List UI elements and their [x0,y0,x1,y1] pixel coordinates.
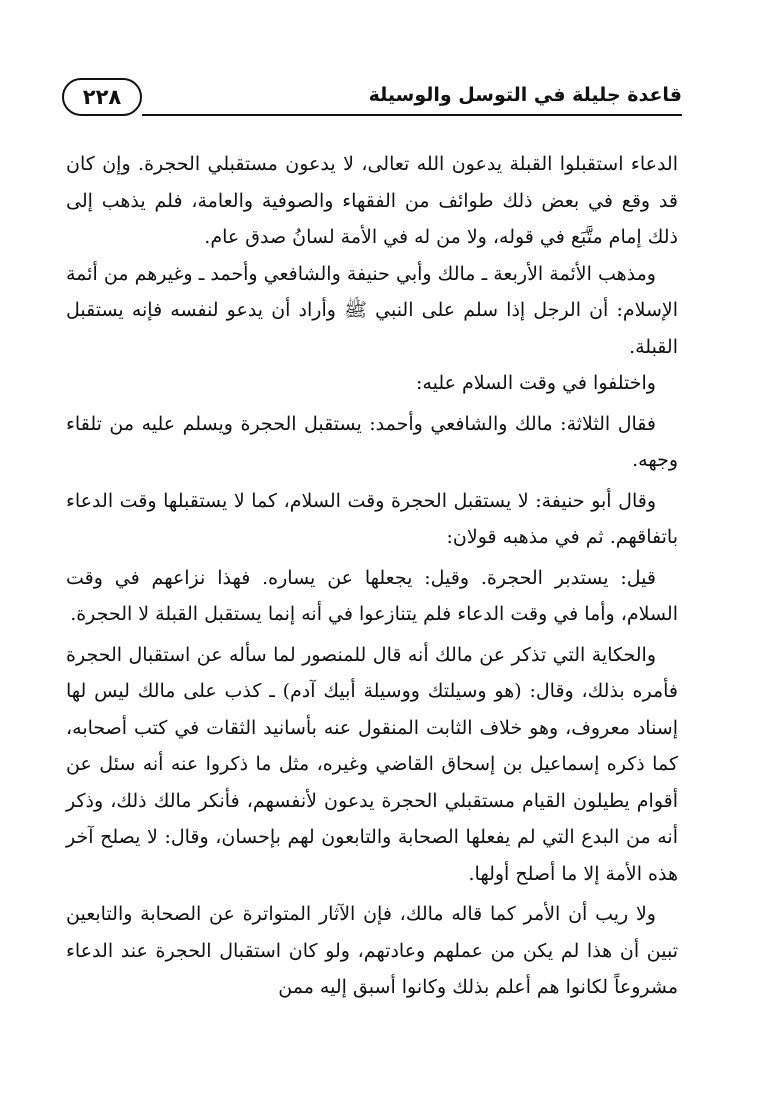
paragraph-6: قيل: يستدبر الحجرة. وقيل: يجعلها عن يساره. فهذا نزاعهم في وقت السلام، وأما في وقت الدعاء فلم يتنازعوا في أنه إنما يستقبل القبلة لا الحجرة. [66,566,678,625]
page-body [66,146,678,1006]
paragraph-8: ولا ريب أن الأمر كما قاله مالك، فإن الآثار المتواترة عن الصحابة والتابعين تبين أن هذا لم يكن من عملهم وعادتهم، ولو كان استقبال الحجرة عند الدعاء مشروعاً لكانوا هم أعلم بذلك وكانوا أسبق إليه ممن [66,903,678,998]
paragraph-2: ومذهب الأئمة الأربعة ـ مالك وأبي حنيفة والشافعي وأحمد ـ وغيرهم من أئمة الإسلام: أن الرجل إذا سلم على النبي ﷺ وأراد أن يدعو لنفسه فإنه يستقبل القبلة. [66,262,678,358]
paragraph-1: الدعاء استقبلوا القبلة يدعون الله تعالى، لا يدعون مستقبلي الحجرة. وإن كان قد وقع في بعض ذلك طوائف من الفقهاء والصوفية والعامة، فلم يذهب إلى ذلك إمام متَّبَع في قوله، ولا من له في الأمة لسانُ صدق عام. [66,153,678,248]
running-title: قاعدة جليلة في التوسل والوسيلة [368,84,682,106]
page-number: ٢٢٨ [62,78,142,116]
page-header [62,78,682,122]
paragraph-7: والحكاية التي تذكر عن مالك أنه قال للمنصور لما سأله عن استقبال الحجرة فأمره بذلك، وقال: (هو وسيلتك ووسيلة أبيك آدم) ـ كذب على مالك ليس لها إسناد معروف، وهو خلاف الثابت المنقول عنه بأسانيد الثقات في كتب أصحابه، كما ذكره إسماعيل بن إسحاق القاضي وغيره، مثل ما ذكروا عنه أنه سئل عن أقوام يطيلون القيام مستقبلي الحجرة يدعون لأنفسهم، فأنكر مالك ذلك، وذكر أنه من البدع التي لم يفعلها الصحابة والتابعون لهم بإحسان، وقال: لا يصلح آخر هذه الأمة إلا ما أصلح أولها. [66,643,678,885]
paragraph-5: وقال أبو حنيفة: لا يستقبل الحجرة وقت السلام، كما لا يستقبلها وقت الدعاء باتفاقهم. ثم في مذهبه قولان: [66,489,678,548]
paragraph-4: فقال الثلاثة: مالك والشافعي وأحمد: يستقبل الحجرة ويسلم عليه من تلقاء وجهه. [66,412,678,471]
header-rule [142,114,682,116]
paragraph-3: واختلفوا في وقت السلام عليه: [416,372,656,394]
